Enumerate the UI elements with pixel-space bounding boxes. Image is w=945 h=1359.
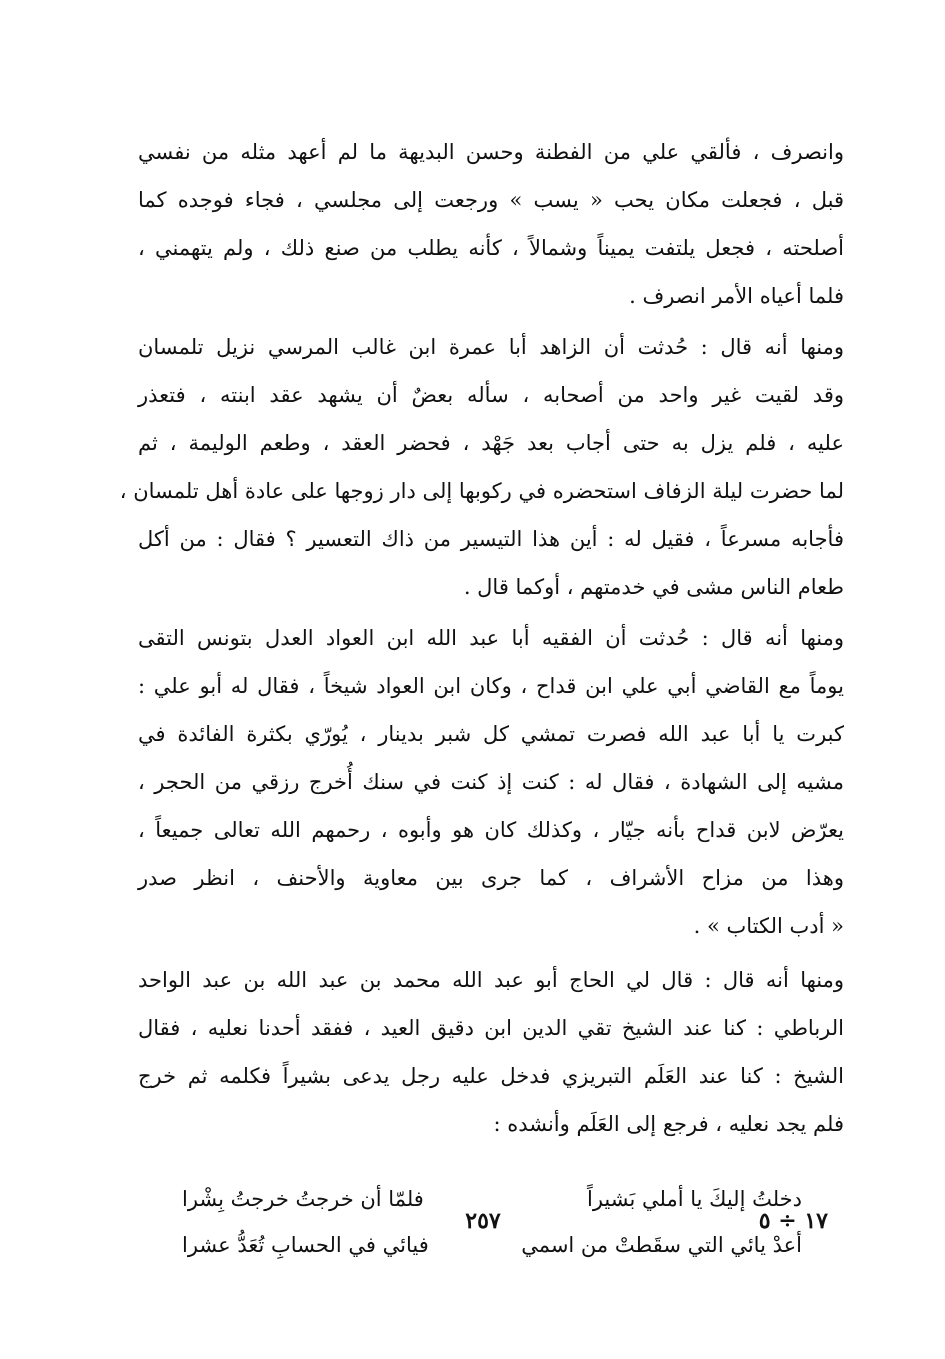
text-line: وهذا من مزاح الأشراف ، كما جرى بين معاوية والأحنف ، انظر صدر	[138, 866, 844, 890]
text-line: عليه ، فلم يزل به حتى أجاب بعد جَهْد ، فحضر العقد ، وطعم الوليمة ، ثم	[138, 431, 844, 455]
paragraph-4	[138, 956, 844, 1148]
text-line: أصلحته ، فجعل يلتفت يميناً وشمالاً ، كأنه يطلب من صنع ذلك ، ولم يتهمني ،	[138, 236, 844, 260]
text-line: ومنها أنه قال : قال لي الحاج أبو عبد الله محمد بن عبد الله بن عبد الواحد	[138, 968, 844, 992]
text-line: يوماً مع القاضي أبي علي ابن قداح ، وكان ابن العواد شيخاً ، فقال له أبو علي :	[138, 674, 844, 698]
paragraph-2	[119, 323, 844, 611]
text-line: وانصرف ، فألقي علي من الفطنة وحسن البديهة ما لم أعهد مثله من نفسي	[138, 140, 844, 164]
signature-mark: ١٧ ÷ ٥	[758, 1208, 828, 1234]
text-line: فلما أعياه الأمر انصرف .	[629, 284, 844, 308]
text-line: فلم يجد نعليه ، فرجع إلى العَلَم وأنشده :	[493, 1112, 844, 1136]
text-line: وقد لقيت غير واحد من أصحابه ، سأله بعضٌ أن يشهد عقد ابنته ، فتعذر	[138, 383, 844, 407]
page-body	[119, 128, 844, 1268]
text-line: يعرّض لابن قداح بأنه جيّار ، وكذلك كان هو وأبوه ، رحمهم الله تعالى جميعاً ،	[138, 818, 844, 842]
paragraph-1	[138, 128, 844, 320]
verse-first-hemistich: دخلتُ إليكَ يا أملي بَشيراً	[587, 1187, 802, 1211]
text-line: الشيخ : كنا عند العَلَم التبريزي فدخل عليه رجل يدعى بشيراً فكلمه ثم خرج	[138, 1064, 844, 1088]
verse-second-hemistich: فيائي في الحسابِ تُعَدُّ عشرا	[182, 1233, 429, 1257]
text-line: قبل ، فجعلت مكان يحب « يسب » ورجعت إلى مجلسي ، فجاء فوجده كما	[138, 188, 844, 212]
text-line: « أدب الكتاب » .	[693, 914, 844, 938]
verse-second-hemistich: فلمّا أن خرجتُ خرجتُ بِشْرا	[182, 1187, 424, 1211]
text-line: ومنها أنه قال : حُدثت أن الزاهد أبا عمرة ابن غالب المرسي نزيل تلمسان	[138, 335, 844, 359]
page-number: ٢٥٧	[465, 1208, 501, 1234]
text-line: ومنها أنه قال : حُدثت أن الفقيه أبا عبد الله ابن العواد العدل بتونس التقى	[138, 626, 844, 650]
page-footer	[138, 1208, 844, 1244]
text-line: كبرت يا أبا عبد الله فصرت تمشي كل شبر بدينار ، يُورّي بكثرة الفائدة في	[138, 722, 844, 746]
verse-first-hemistich: أعدْ يائي التي سقَطتْ من اسمي	[521, 1233, 802, 1257]
text-line: مشيه إلى الشهادة ، فقال له : كنت إذ كنت في سنك أُخرج رزقي من الحجر ،	[138, 770, 844, 794]
text-line: طعام الناس مشى في خدمتهم ، أوكما قال .	[463, 575, 844, 599]
paragraph-3	[138, 614, 844, 950]
text-line: فأجابه مسرعاً ، فقيل له : أين هذا التيسير من ذاك التعسير ؟ فقال : من أكل	[138, 527, 844, 551]
text-line: لما حضرت ليلة الزفاف استحضره في ركوبها إلى دار زوجها على عادة أهل تلمسان ،	[119, 479, 844, 503]
text-line: الرباطي : كنا عند الشيخ تقي الدين ابن دقيق العيد ، ففقد أحدنا نعليه ، فقال	[138, 1016, 844, 1040]
